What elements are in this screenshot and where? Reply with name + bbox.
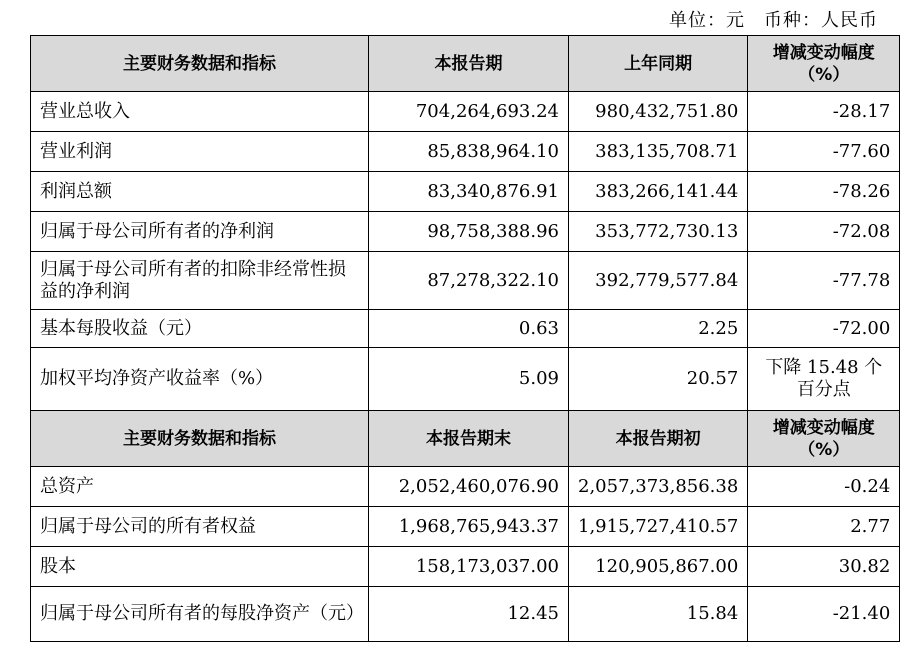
change-value: -28.17 xyxy=(748,92,900,132)
row-label: 基本每股收益（元） xyxy=(31,310,369,348)
row-label: 营业利润 xyxy=(31,132,369,172)
unit-currency-note: 单位：元 币种：人民币 xyxy=(669,10,878,31)
table-row xyxy=(31,507,900,547)
row-label: 利润总额 xyxy=(31,172,369,212)
prior-value: 383,135,708.71 xyxy=(569,132,748,172)
change-value: 2.77 xyxy=(748,507,900,547)
prior-value: 2,057,373,856.38 xyxy=(569,467,748,507)
change-value: -77.78 xyxy=(748,252,900,310)
current-value: 158,173,037.00 xyxy=(369,547,569,587)
change-value: -78.26 xyxy=(748,172,900,212)
header-indicator: 主要财务数据和指标 xyxy=(31,36,369,92)
header-period-end: 本报告期末 xyxy=(369,411,569,467)
row-label: 加权平均净资产收益率（%） xyxy=(31,348,369,411)
table-header-row xyxy=(31,36,900,92)
current-value: 12.45 xyxy=(369,587,569,642)
header-indicator: 主要财务数据和指标 xyxy=(31,411,369,467)
table-row xyxy=(31,587,900,642)
prior-value: 383,266,141.44 xyxy=(569,172,748,212)
row-label: 股本 xyxy=(31,547,369,587)
current-value: 704,264,693.24 xyxy=(369,92,569,132)
change-value: -77.60 xyxy=(748,132,900,172)
row-label: 归属于母公司所有者的每股净资产（元） xyxy=(31,587,369,642)
prior-value: 20.57 xyxy=(569,348,748,411)
prior-value: 980,432,751.80 xyxy=(569,92,748,132)
prior-value: 392,779,577.84 xyxy=(569,252,748,310)
prior-value: 353,772,730.13 xyxy=(569,212,748,252)
table-row xyxy=(31,547,900,587)
row-label: 营业总收入 xyxy=(31,92,369,132)
change-value: -72.00 xyxy=(748,310,900,348)
row-label: 归属于母公司的所有者权益 xyxy=(31,507,369,547)
change-value: -72.08 xyxy=(748,212,900,252)
prior-value: 1,915,727,410.57 xyxy=(569,507,748,547)
row-label: 归属于母公司所有者的扣除非经常性损益的净利润 xyxy=(31,252,369,310)
table-row xyxy=(31,172,900,212)
table-row xyxy=(31,467,900,507)
row-label: 总资产 xyxy=(31,467,369,507)
header-prior-period: 上年同期 xyxy=(569,36,748,92)
prior-value: 120,905,867.00 xyxy=(569,547,748,587)
current-value: 87,278,322.10 xyxy=(369,252,569,310)
table-row xyxy=(31,132,900,172)
current-value: 98,758,388.96 xyxy=(369,212,569,252)
change-value: 下降 15.48 个百分点 xyxy=(748,348,900,411)
change-value: -0.24 xyxy=(748,467,900,507)
current-value: 5.09 xyxy=(369,348,569,411)
current-value: 83,340,876.91 xyxy=(369,172,569,212)
table-row xyxy=(31,310,900,348)
table-row xyxy=(31,92,900,132)
table-row xyxy=(31,212,900,252)
current-value: 0.63 xyxy=(369,310,569,348)
header-change: 增减变动幅度（%） xyxy=(748,411,900,467)
change-value: -21.40 xyxy=(748,587,900,642)
header-change: 增减变动幅度（%） xyxy=(748,36,900,92)
current-value: 85,838,964.10 xyxy=(369,132,569,172)
header-current-period: 本报告期 xyxy=(369,36,569,92)
prior-value: 15.84 xyxy=(569,587,748,642)
prior-value: 2.25 xyxy=(569,310,748,348)
financial-data-table xyxy=(30,35,900,642)
table-header-row xyxy=(31,411,900,467)
change-value: 30.82 xyxy=(748,547,900,587)
table-row xyxy=(31,252,900,310)
table-row xyxy=(31,348,900,411)
row-label: 归属于母公司所有者的净利润 xyxy=(31,212,369,252)
current-value: 1,968,765,943.37 xyxy=(369,507,569,547)
current-value: 2,052,460,076.90 xyxy=(369,467,569,507)
header-period-start: 本报告期初 xyxy=(569,411,748,467)
